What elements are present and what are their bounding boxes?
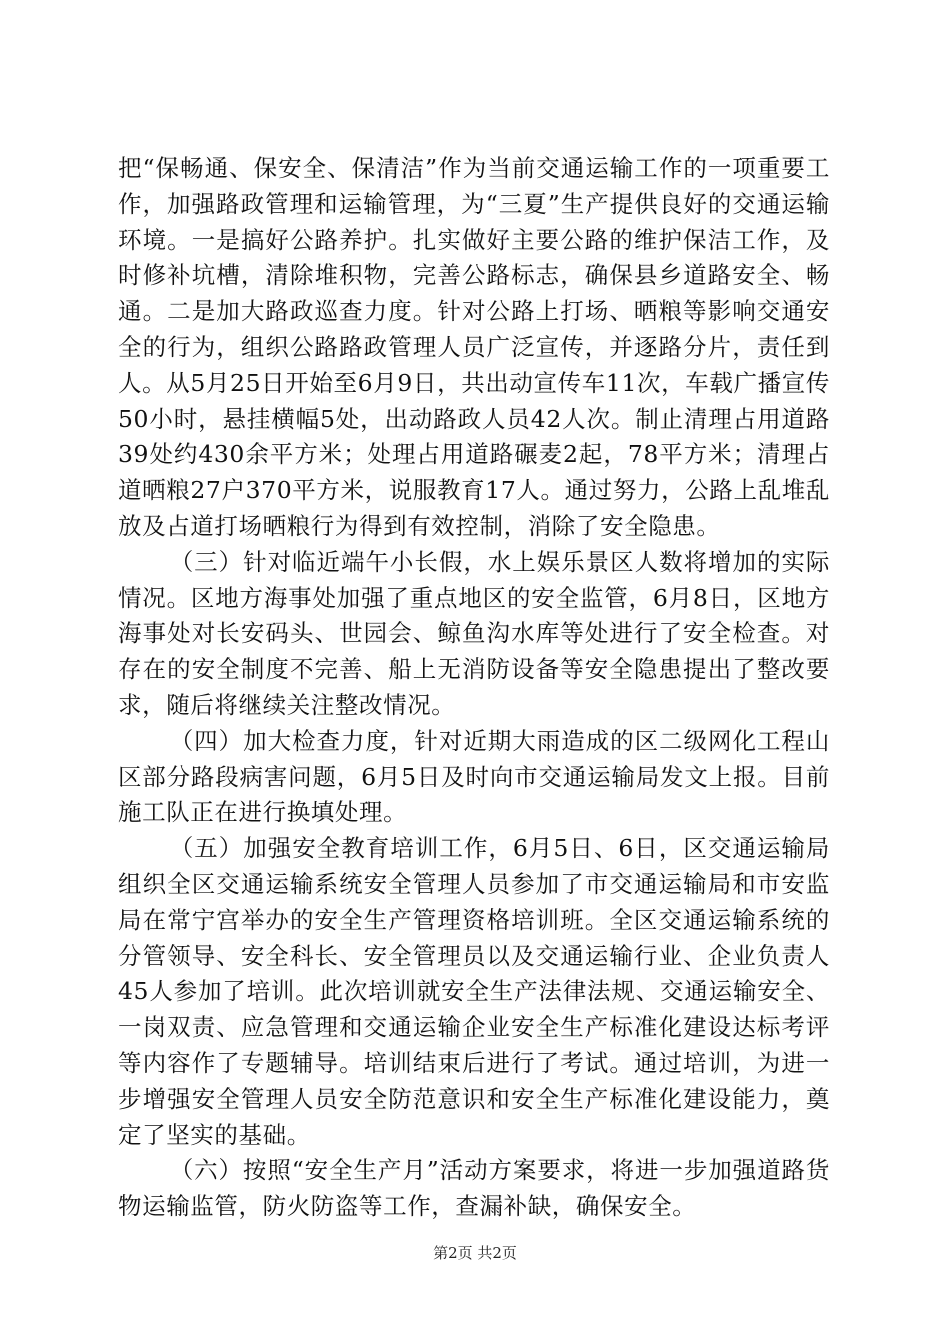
paragraph-item-6: （六）按照“安全生产月”活动方案要求，将进一步加强道路货物运输监管，防火防盗等工作，查漏补缺，确保安全。 <box>118 1156 830 1221</box>
page-footer: 第2页 共2页 <box>433 1244 517 1262</box>
paragraph-item-5: （五）加强安全教育培训工作，6月5日、6日，区交通运输局组织全区交通运输系统安全管理人员参加了市交通运输局和市安监局在常宁宫举办的安全生产管理资格培训班。全区交通运输系统的分管领导、安全科长、安全管理员以及交通运输行业、企业负责人45人参加了培训。此次培训就安全生产法律法规、交通运输安全、一岗双责、应急管理和交通运输企业安全生产标准化建设达标考评等内容作了专题辅导。培训结束后进行了考试。通过培训，为进一步增强安全管理人员安全防范意识和安全生产标准化建设能力，奠定了坚实的基础。 <box>118 834 830 1149</box>
paragraph-item-3: （三）针对临近端午小长假，水上娱乐景区人数将增加的实际情况。区地方海事处加强了重点地区的安全监管，6月8日，区地方海事处对长安码头、世园会、鲸鱼沟水库等处进行了安全检查。对存在的安全制度不完善、船上无消防设备等安全隐患提出了整改要求，随后将继续关注整改情况。 <box>118 547 830 719</box>
document-body <box>118 151 830 1225</box>
paragraph-item-4: （四）加大检查力度，针对近期大雨造成的区二级网化工程山区部分路段病害问题，6月5日及时向市交通运输局发文上报。目前施工队正在进行换填处理。 <box>118 726 830 827</box>
paragraph-continuation: 把“保畅通、保安全、保清洁”作为当前交通运输工作的一项重要工作，加强路政管理和运输管理，为“三夏”生产提供良好的交通运输环境。一是搞好公路养护。扎实做好主要公路的维护保洁工作，及时修补坑槽，清除堆积物，完善公路标志，确保县乡道路安全、畅通。二是加大路政巡查力度。针对公路上打场、晒粮等影响交通安全的行为，组织公路路政管理人员广泛宣传，并逐路分片，责任到人。从5月25日开始至6月9日，共出动宣传车11次，车载广播宣传50小时，悬挂横幅5处，出动路政人员42人次。制止清理占用道路39处约430余平方米；处理占用道路碾麦2起，78平方米；清理占道晒粮27户370平方米，说服教育17人。通过努力，公路上乱堆乱放及占道打场晒粮行为得到有效控制，消除了安全隐患。 <box>118 154 830 540</box>
